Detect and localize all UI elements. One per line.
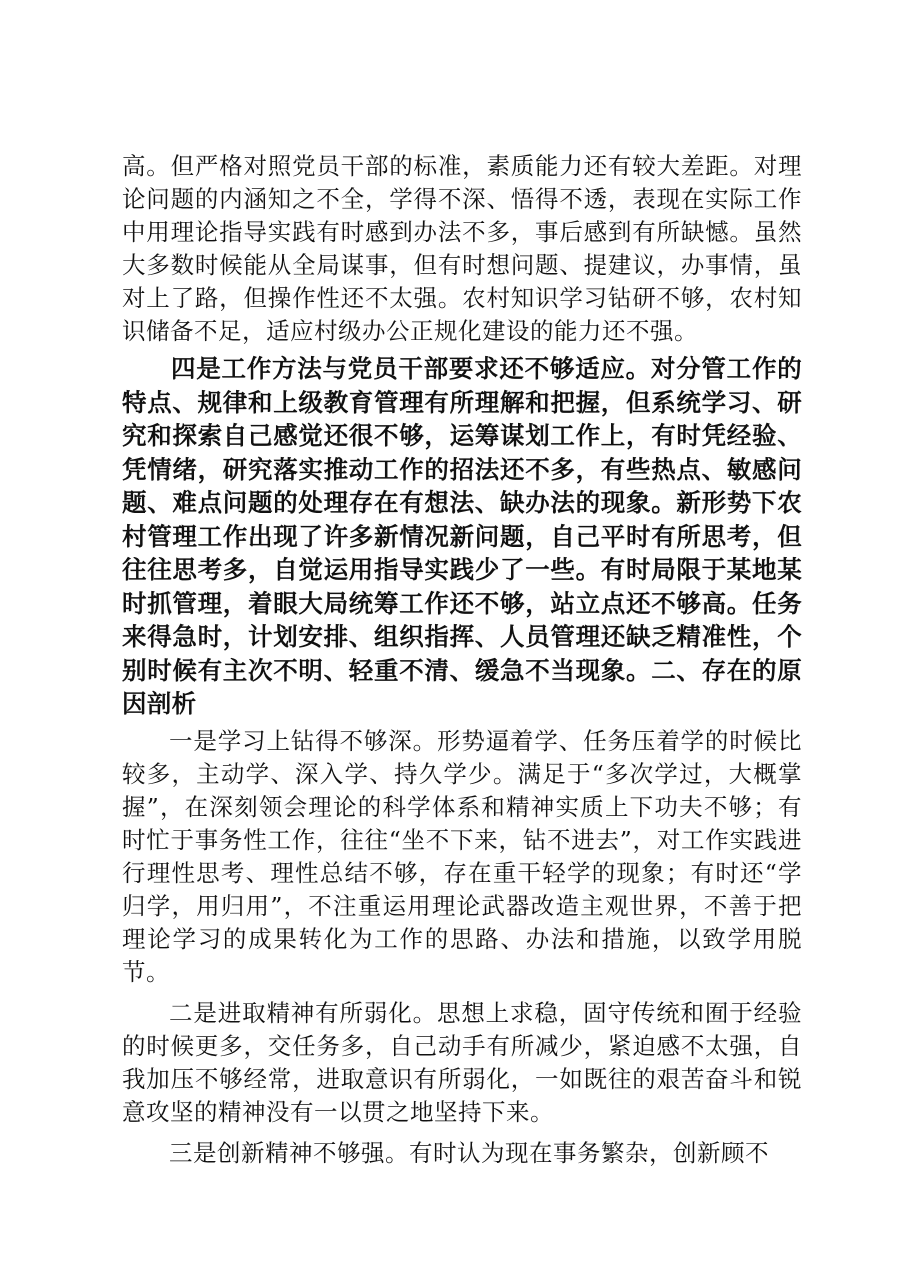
paragraph-work-method: 四是工作方法与党员干部要求还不够适应。对分管工作的特点、规律和上级教育管理有所理解和把握，但系统学习、研究和探索自己感觉还很不够，运筹谋划工作上，有时凭经验、凭情绪，研究落实推动工作的招法还不多，有些热点、敏感问题、难点问题的处理存在有想法、缺办法的现象。新形势下农村管理工作出现了许多新情况新问题，自己平时有所思考，但往往思考多，自觉运用指导实践少了一些。有时局限于某地某时抓管理，着眼大局统筹工作还不够，站立点还不够高。任务来得急时，计划安排、组织指挥、人员管理还缺乏精准性，个别时候有主次不明、轻重不清、缓急不当现象。二、存在的原因剖析 bbox=[122, 354, 802, 718]
paragraph-study-depth: 一是学习上钻得不够深。形势逼着学、任务压着学的时候比较多，主动学、深入学、持久学少。满足于“多次学过，大概掌握”，在深刻领会理论的科学体系和精神实质上下功夫不够；有时忙于事务性工作，往往“坐不下来，钻不进去”，对工作实践进行理性思考、理性总结不够，存在重干轻学的现象；有时还“学归学，用归用”，不注重运用理论武器改造主观世界，不善于把理论学习的成果转化为工作的思路、办法和措施，以致学用脱节。 bbox=[122, 726, 802, 986]
paragraph-quality-gap: 高。但严格对照党员干部的标准，素质能力还有较大差距。对理论问题的内涵知之不全，学得不深、悟得不透，表现在实际工作中用理论指导实践有时感到办法不多，事后感到有所缺憾。虽然大多数时候能从全局谋事，但有时想问题、提建议，办事情，虽对上了路，但操作性还不太强。农村知识学习钻研不够，农村知识储备不足，适应村级办公正规化建设的能力还不强。 bbox=[122, 152, 802, 345]
paragraph-enterprise-spirit: 二是进取精神有所弱化。思想上求稳，固守传统和囿于经验的时候更多，交任务多，自己动手有所减少，紧迫感不太强，自我加压不够经常，进取意识有所弱化，一如既往的艰苦奋斗和锐意攻坚的精神没有一以贯之地坚持下来。 bbox=[122, 998, 802, 1126]
document-body bbox=[122, 150, 802, 1170]
paragraph-innovation-spirit: 三是创新精神不够强。有时认为现在事务繁杂，创新顾不 bbox=[169, 1138, 769, 1167]
